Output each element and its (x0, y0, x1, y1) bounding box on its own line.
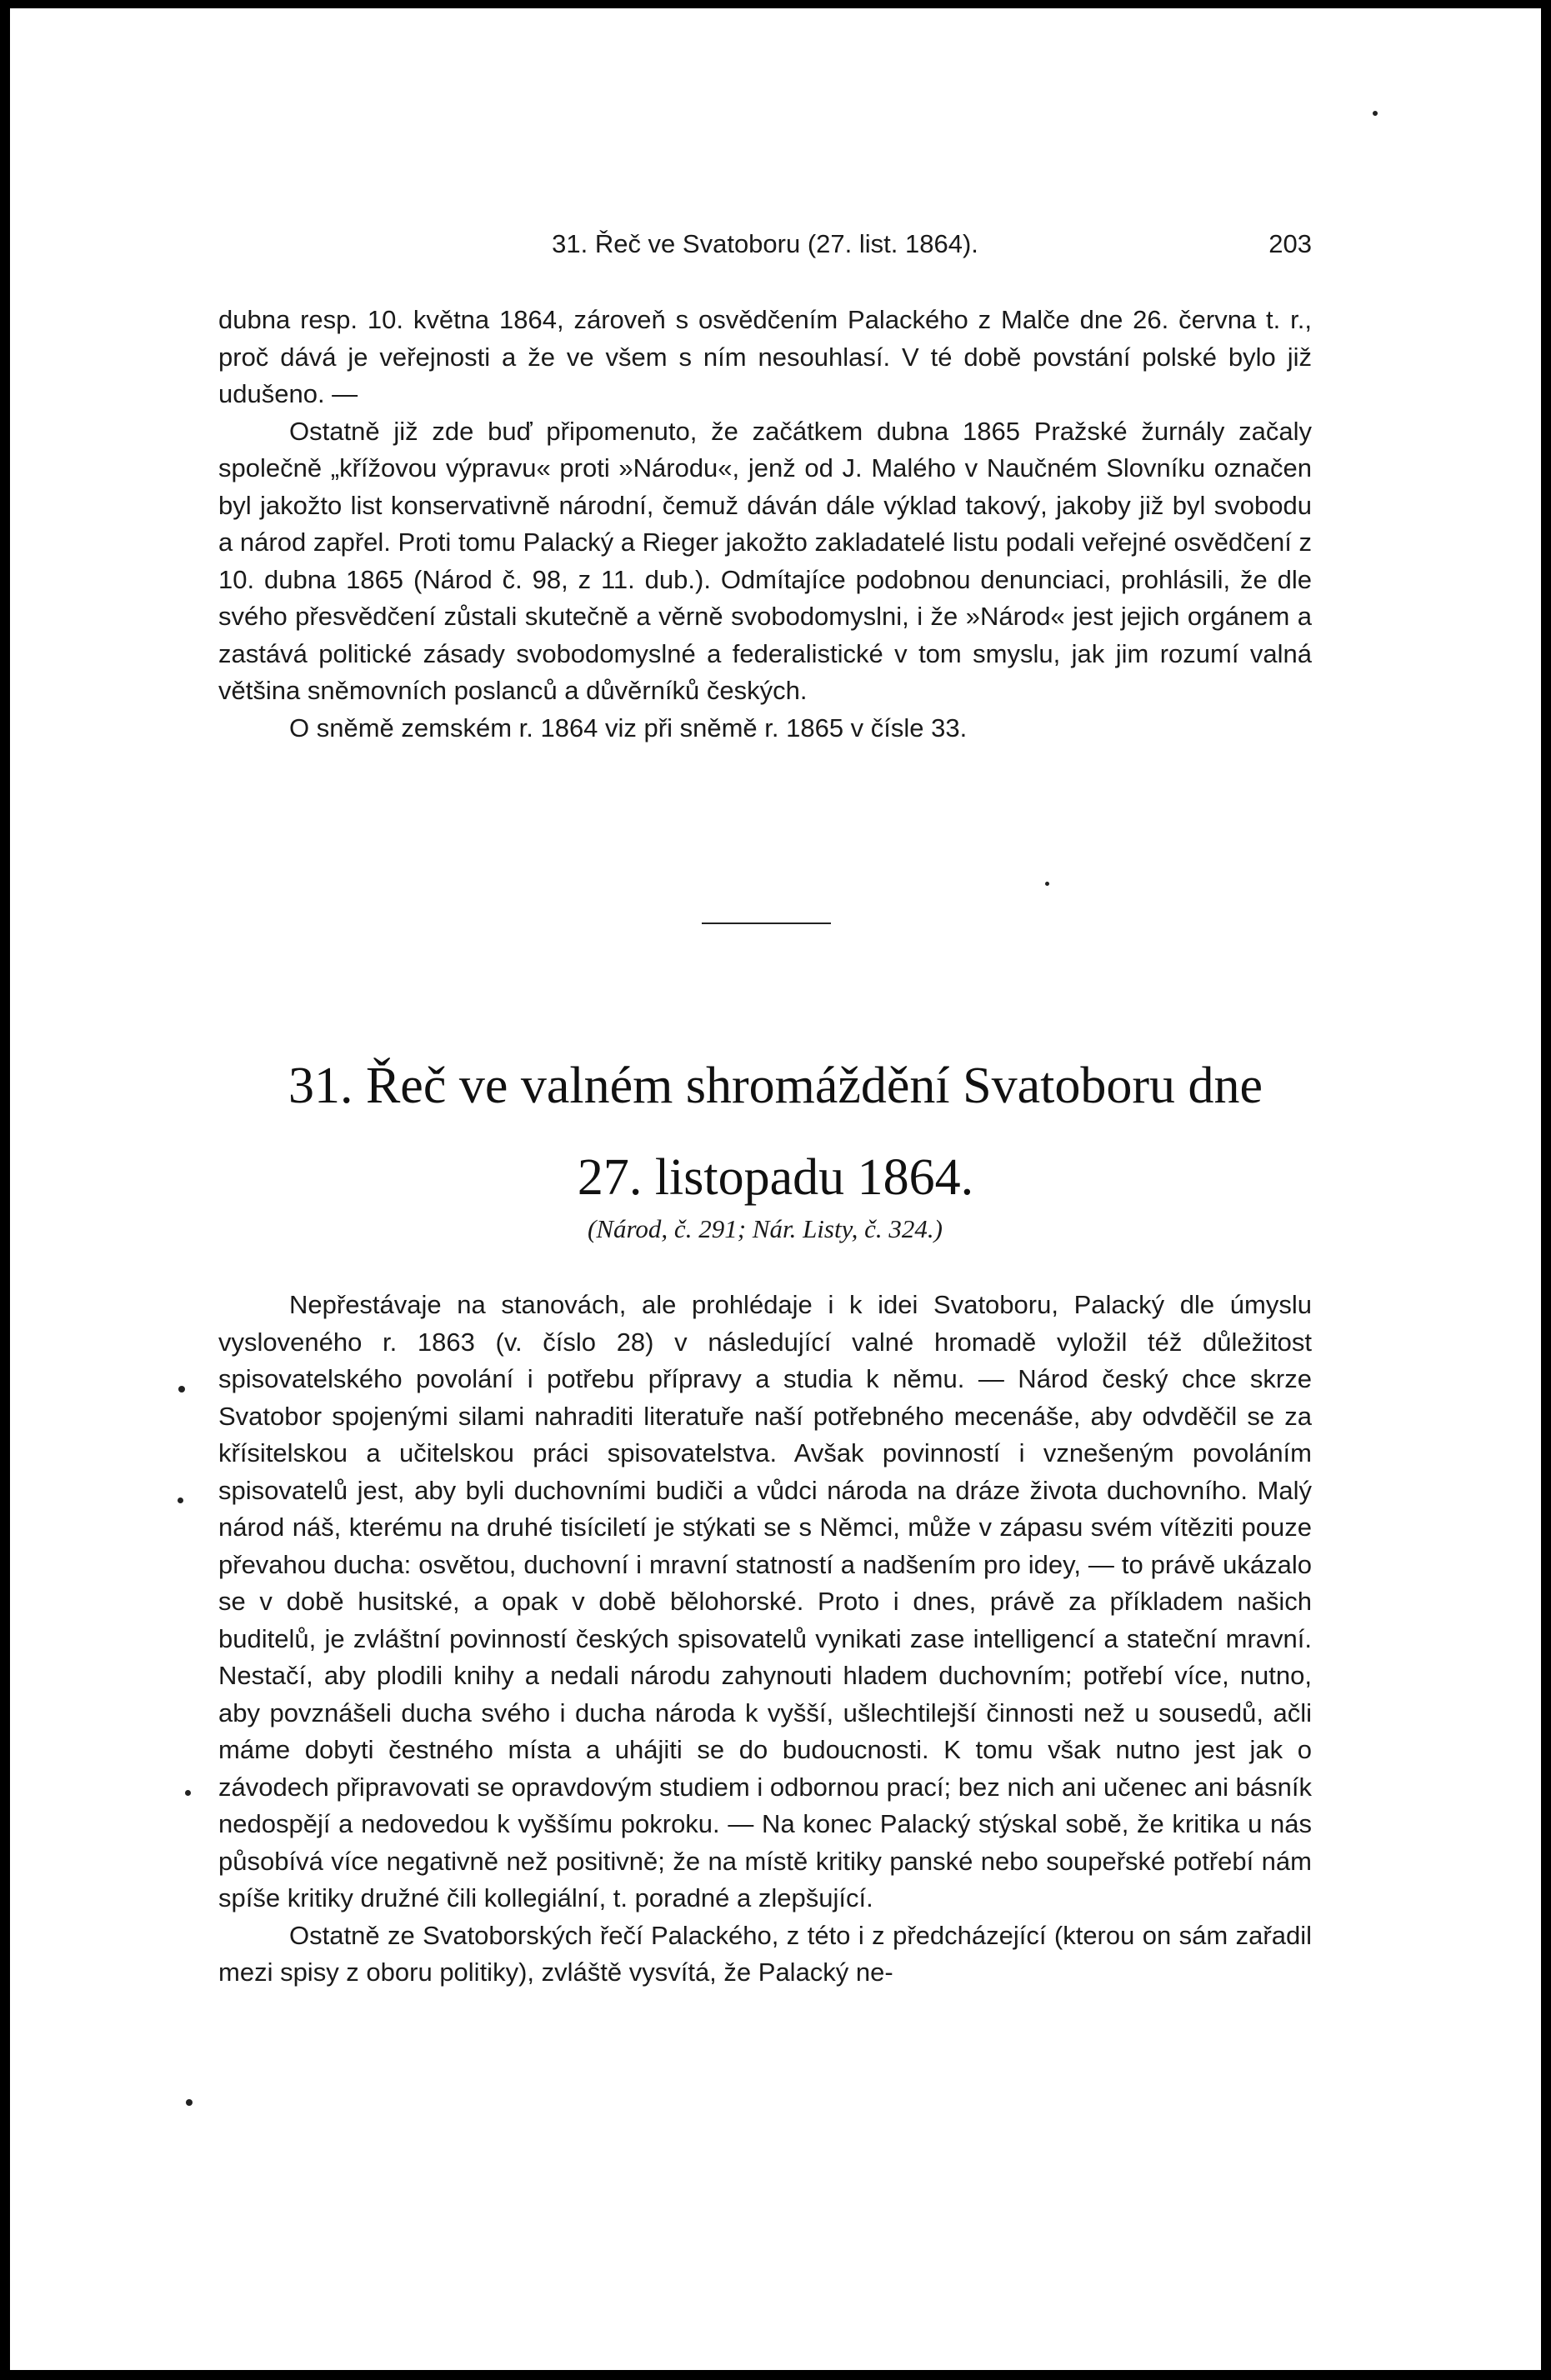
chapter-heading-line-1: 31. Řeč ve valném shromáždění Svatoboru dne (288, 1058, 1263, 1114)
scan-border-right (1541, 0, 1551, 2380)
previous-chapter-notes (218, 302, 1312, 747)
scan-speck (1045, 882, 1049, 886)
scan-speck (1373, 111, 1378, 116)
chapter-heading (167, 1040, 1384, 1223)
scan-border-bottom (0, 2370, 1551, 2380)
page-header (218, 229, 1312, 271)
section-divider (702, 922, 831, 924)
scan-border-left (0, 0, 10, 2380)
scan-border-top (0, 0, 1551, 8)
paragraph: dubna resp. 10. května 1864, zároveň s osvědčením Palackého z Malče dne 26. června t. r., proč dává je veřejnosti a že ve všem s ním nesouhlasí. V té době povstání polské bylo již udušeno. — (218, 305, 1312, 408)
scan-speck (185, 1790, 191, 1796)
paragraph: Nepřestávaje na stanovách, ale prohlédaje i k idei Svatoboru, Palacký dle úmyslu vysloveného r. 1863 (v. číslo 28) v následující valné hromadě vyložil též důležitost spisovatelského povolání i potřebu přípravy a studia k němu. — Národ český chce skrze Svatobor spojenými silami nahraditi literatuře naší potřebného mecenáše, aby odvděčil se za křísitelskou a učitelskou práci spisovatelstva. Avšak povinností i vznešeným povoláním spisovatelů jest, aby byli duchovními budiči a vůdci národa na dráze života duchovního. Malý národ náš, kterému na druhé tisíciletí je stýkati se s Němci, může v zápasu svém vítěziti pouze převahou ducha: osvětou, duchovní i mravní statností a nadšením pro idey, — to právě ukázalo se v době husitské, a opak v době bělohorské. Proto i dnes, právě za příkladem našich buditelů, je zvláštní povinností českých spisovatelů vynikati zase intelligencí a stateční mravní. Nestačí, aby plodili knihy a nedali národu zahynouti hladem duchovním; potřebí více, nutno, aby povznášeli ducha svého i ducha národa k vyšší, ušlechtilejší činnosti než u sousedů, ačli máme dobyti čestného místa a uhájiti se do budoucnosti. K tomu však nutno jest jak o závodech připravovati se opravdovým studiem i odbornou prací; bez nich ani učenec ani básník nedospějí a nedovedou k vyššímu pokroku. — Na konec Palacký stýskal sobě, že kritika u nás působívá více negativně než positivně; že na místě kritiky panské nebo soupeřské potřebí nám spíše kritiky družné čili kollegiální, t. poradné a zlepšující. (218, 1290, 1312, 1912)
page-number: 203 (1268, 229, 1312, 258)
chapter-body (218, 1287, 1312, 1992)
scan-speck (178, 1498, 183, 1503)
scan-speck (186, 2099, 193, 2106)
paragraph: O sněmě zemském r. 1864 viz při sněmě r. 1865 v čísle 33. (289, 712, 968, 742)
paragraph: Ostatně již zde buď připomenuto, že začátkem dubna 1865 Pražské žurnály začaly společně „křížovou výpravu« proti »Národu«, jenž od J. Malého v Naučném Slovníku označen byl jakožto list konservativně národní, čemuž dáván dále výklad takový, jakoby již byl svobodu a národ zapřel. Proti tomu Palacký a Rieger jakožto zakladatelé listu podali veřejné osvědčení z 10. dubna 1865 (Národ č. 98, z 11. dub.). Odmítajíce podobnou denunciaci, prohlásili, že dle svého přesvědčení zůstali skutečně a věrně svobodomyslni, i že »Národ« jest jejich orgánem a zastává politické zásady svobodomyslné a federalistické v tom smyslu, jak jim rozumí valná většina sněmovních poslanců a důvěrníků českých. (218, 416, 1312, 705)
scan-speck (178, 1386, 185, 1392)
source-citation: (Národ, č. 291; Nár. Listy, č. 324.) (588, 1214, 943, 1243)
running-title: 31. Řeč ve Svatoboru (27. list. 1864). (552, 229, 978, 258)
chapter-heading-line-2: 27. listopadu 1864. (577, 1149, 974, 1206)
paragraph: Ostatně ze Svatoborských řečí Palackého, z této i z předcházející (kterou on sám zařadil mezi spisy z oboru politiky), zvláště vysvítá, že Palacký ne- (218, 1920, 1312, 1987)
